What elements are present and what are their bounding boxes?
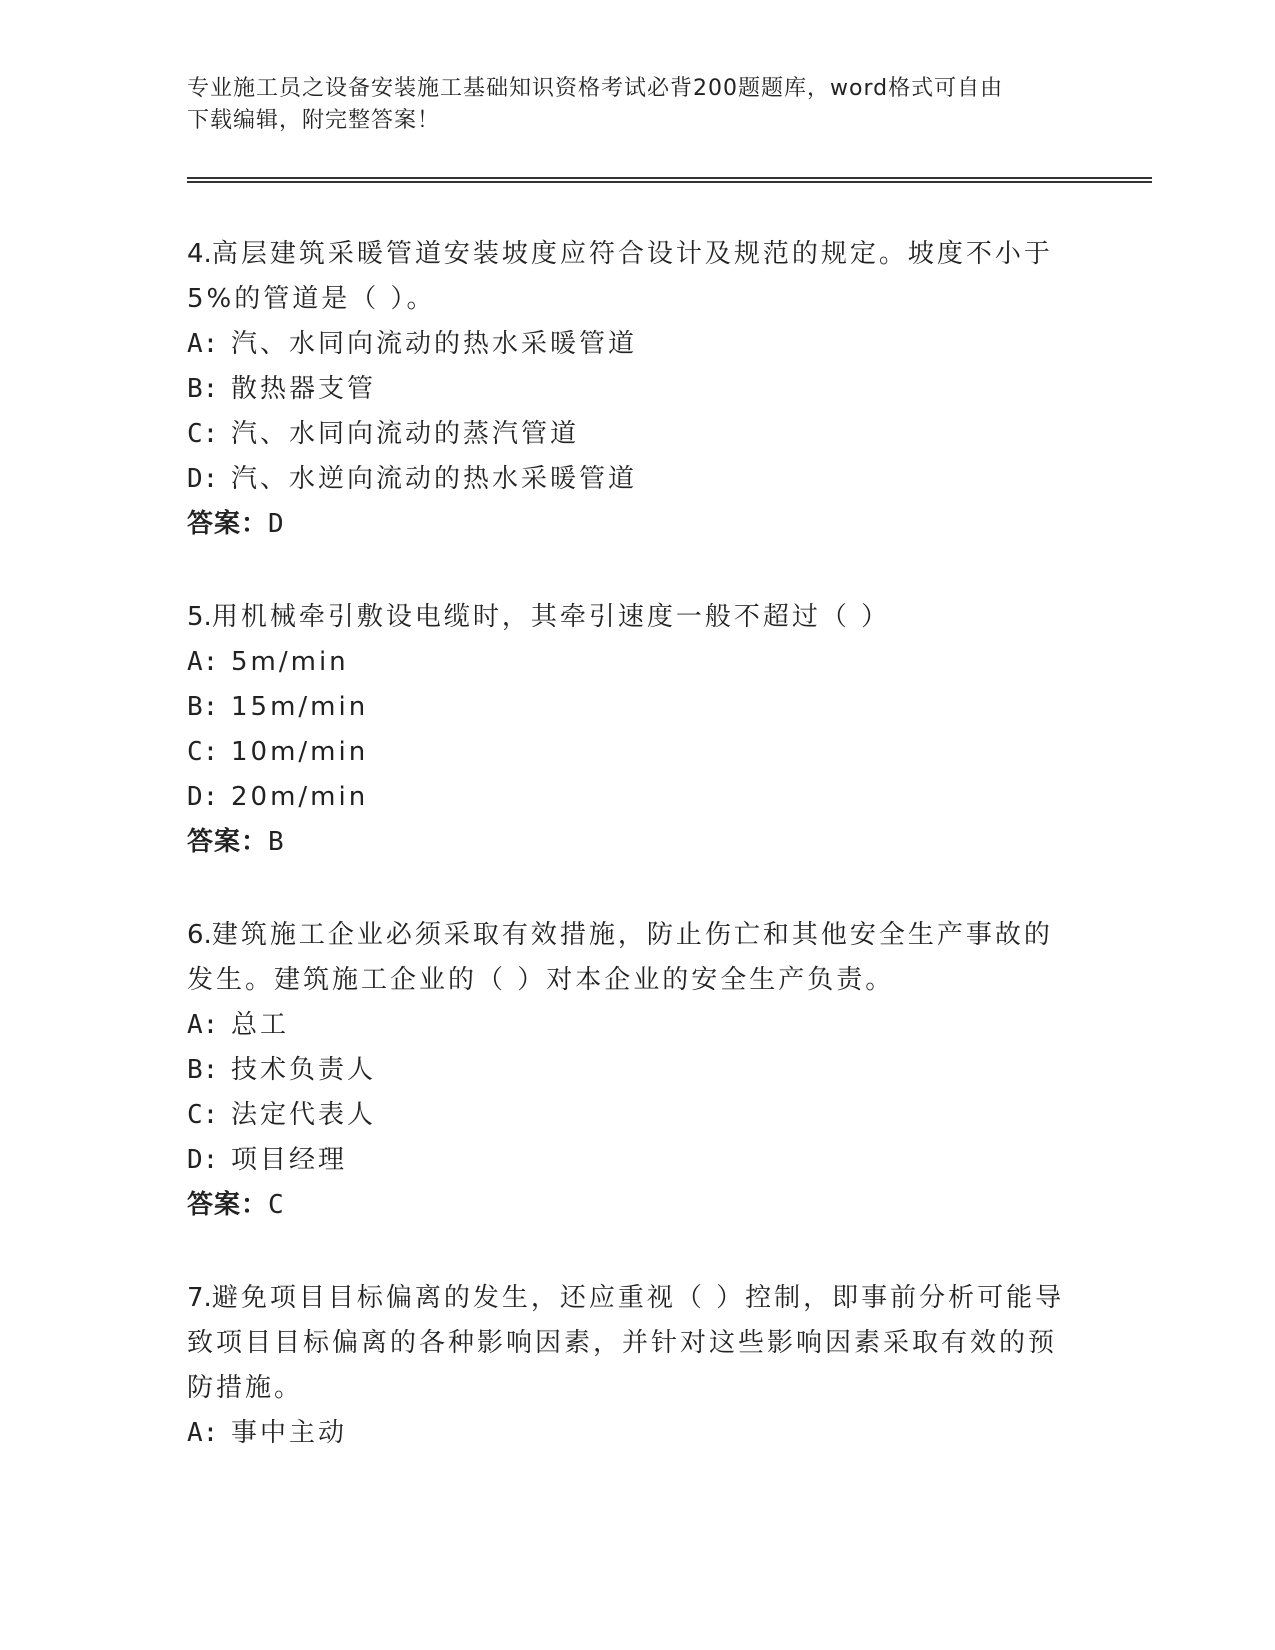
option-text: 总工 [231, 1010, 290, 1040]
option-key: D: [187, 1145, 219, 1175]
header-divider [187, 177, 1152, 183]
question-stem-line: 建筑施工企业必须采取有效措施，防止伤亡和其他安全生产事故的 [211, 920, 1053, 950]
option-text: 10m/min [231, 737, 369, 767]
question-stem-line: 5%的管道是（ ）。 [187, 284, 436, 314]
answer-line [187, 820, 1067, 865]
option-b [187, 1048, 1067, 1093]
option-text: 5m/min [231, 647, 349, 677]
header-line-1: 专业施工员之设备安装施工基础知识资格考试必背200题题库，word格式可自由 [187, 76, 1004, 101]
option-key: D: [187, 782, 219, 812]
answer-line [187, 1183, 1067, 1228]
question-stem [187, 1276, 1067, 1411]
answer-line [187, 502, 1067, 547]
option-a [187, 1003, 1067, 1048]
option-text: 20m/min [231, 782, 369, 812]
question-list [187, 232, 1067, 1504]
question-stem-line: 发生。建筑施工企业的（ ）对本企业的安全生产负责。 [187, 965, 895, 995]
option-key: A: [187, 1010, 219, 1040]
option-a [187, 1411, 1067, 1456]
question-stem-line: 防措施。 [187, 1373, 304, 1403]
option-key: B: [187, 692, 219, 722]
question-4 [187, 232, 1067, 547]
answer-label: 答案： [187, 827, 269, 857]
option-d [187, 457, 1067, 502]
option-d [187, 775, 1067, 820]
option-key: A: [187, 647, 219, 677]
question-6 [187, 913, 1067, 1228]
question-stem [187, 595, 1067, 640]
option-text: 15m/min [231, 692, 369, 722]
option-d [187, 1138, 1067, 1183]
option-b [187, 685, 1067, 730]
answer-label: 答案： [187, 1190, 269, 1220]
question-stem-line: 高层建筑采暖管道安装坡度应符合设计及规范的规定。坡度不小于 [211, 239, 1053, 269]
answer-value: C [268, 1190, 285, 1220]
question-number: 7. [187, 1283, 212, 1313]
answer-label: 答案： [187, 509, 269, 539]
header-line-2: 下载编辑，附完整答案！ [187, 108, 441, 133]
option-text: 事中主动 [231, 1418, 348, 1448]
option-text: 汽、水同向流动的蒸汽管道 [231, 419, 580, 449]
question-stem-line: 避免项目目标偏离的发生，还应重视（ ）控制，即事前分析可能导 [211, 1283, 1065, 1313]
option-key: D: [187, 464, 219, 494]
option-b [187, 367, 1067, 412]
option-c [187, 412, 1067, 457]
question-stem-line: 致项目目标偏离的各种影响因素，并针对这些影响因素采取有效的预 [187, 1328, 1058, 1358]
option-text: 散热器支管 [231, 374, 377, 404]
option-a [187, 640, 1067, 685]
option-key: A: [187, 1418, 219, 1448]
option-key: B: [187, 1055, 219, 1085]
option-text: 技术负责人 [231, 1055, 377, 1085]
question-number: 5. [187, 602, 212, 632]
question-number: 6. [187, 920, 212, 950]
option-c [187, 730, 1067, 775]
question-number: 4. [187, 239, 212, 269]
question-7 [187, 1276, 1067, 1456]
question-stem [187, 232, 1067, 322]
option-text: 汽、水逆向流动的热水采暖管道 [231, 464, 638, 494]
document-header [187, 73, 1067, 137]
option-text: 项目经理 [231, 1145, 348, 1175]
answer-value: B [268, 827, 285, 857]
option-key: C: [187, 737, 219, 767]
answer-value: D [268, 509, 285, 539]
option-key: C: [187, 1100, 219, 1130]
option-text: 汽、水同向流动的热水采暖管道 [231, 329, 638, 359]
option-c [187, 1093, 1067, 1138]
option-text: 法定代表人 [231, 1100, 377, 1130]
question-stem-line: 用机械牵引敷设电缆时，其牵引速度一般不超过（ ） [211, 602, 891, 632]
option-a [187, 322, 1067, 367]
question-stem [187, 913, 1067, 1003]
question-5 [187, 595, 1067, 865]
option-key: C: [187, 419, 219, 449]
option-key: A: [187, 329, 219, 359]
option-key: B: [187, 374, 219, 404]
